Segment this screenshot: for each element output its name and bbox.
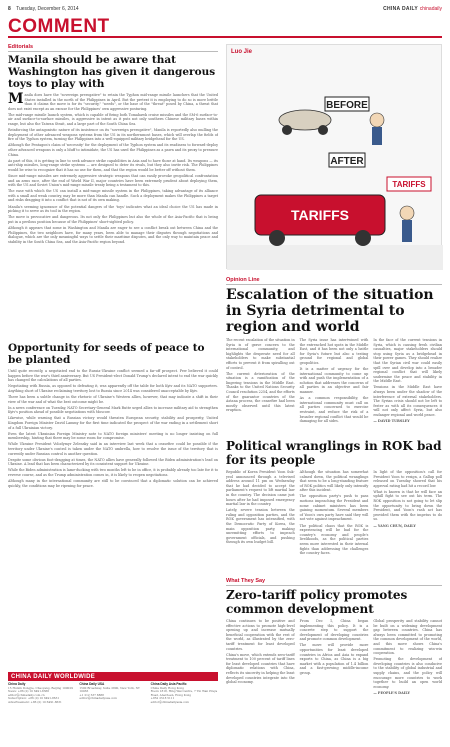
opinion-2-body: Until quite recently, a negotiated end to the Russia-Ukraine conflict seemed a far-off prospect. Few believed it could happen before the war's third anniversary. But US President-elect Donald Trump's declared intent to end the war quickly has changed the calculations of all parties. Negotiating with Russia, as opposed to defeating it, was apparently off the table for both Kyiv and its NATO supporters. Anything short of Ukraine reclaiming territory lost to Russia since 2014 was considered unacceptable by Kyiv. There has been a subtle change in the rhetoric of Ukraine's Western allies, however, that may indicate a shift in their view of the war and of what the best outcome might be. In a news conference on Tuesday, NATO Secretary-General Mark Rutte urged allies to increase military aid to strengthen Kyiv's position ahead of possible negotiations with Moscow. Likewise, while warning that a Russian victory would threaten European security, stability and prosperity, United Kingdom Foreign Minister David Lammy for the first time indicated the prospect of the war ending in a settlement short of a full Ukrainian victory. Even the latest Ukrainian Foreign Ministry note to NATO foreign ministers' meeting is no longer insisting on full membership, hinting that there may be some room for compromise. While Ukraine President Volodymyr Zelensky said in an interview last week that a ceasefire could be possible if the territory under Ukraine's control is taken under the NATO umbrella, how to resolve the issue of the territory that is currently under Russian control is another question. Despite some obvious foot-dragging at times, the NATO allies have generally followed the Biden administration's lead on Ukraine. A lead that has been characterized by its consistent support for Ukraine. While the Biden administration is lame-ducking with two months left to be in office, it is probably already too late for it to reverse course, and as the Trump administration comes in, it is likely to reopen negotiations. Although many in the international community are still to be convinced that a diplomatic solution can be achieved quickly, the conditions may be ripening for peace. <box>8 369 218 488</box>
left-column <box>8 44 218 666</box>
wheel-icon <box>269 230 285 246</box>
what-they-say-block <box>226 578 442 728</box>
cartoon-ground <box>227 245 443 270</box>
before-label: BEFORE <box>326 100 368 111</box>
wheel-icon <box>282 125 292 135</box>
opinion-line-section-label: Opinion Line <box>226 277 442 285</box>
opinion-line-block <box>226 277 442 435</box>
rok-headline: Political wranglings in ROK bad for its people <box>226 439 442 467</box>
page-header <box>8 6 442 16</box>
rok-body: Republic of Korea President Yoon Suk-yeol announced through a televised address around 11 pm on Wednesday that he had decided to accept the parliament's request to lift martial law in the country. The decision came just hours after he had imposed emergency martial law in the country. Lately, severe tension between the ruling and opposition parties, and the ROK government has intensified, with the Democratic Party of Korea, the main opposition party, making unremitting efforts to impeach government officials, and pushing through its own budget bill. Although the situation has somewhat calmed down, the political wranglings that seem to be a long-standing feature of ROK politics will likely only intensify after this incident. The opposition party's push to pass motions impeaching the President and some cabinet ministers has been gaining momentum. Several members of Yoon's own party have said they will not vote against impeachment. The political chaos that the ROK is experiencing will be bad for the country's economy and people's livelihoods, as the political parties seem more interested in their internal fights than addressing the challenges the country faces. In light of the opposition's call for President Yoon to resign, a Gallup poll released on Tuesday showed that his approval rating had hit a record low. What is known is that he will face an uphill fight to see out his term. The ROK opposition is not going to let slip the opportunity to bring down the President, and Yoon's rash act has provided them with the impetus to do so. — YANG CHUN, DAILY <box>226 470 442 556</box>
what-they-say-headline: Zero-tariff policy promotes common development <box>226 588 408 616</box>
section-title: COMMENT <box>8 16 110 37</box>
right-column <box>226 44 442 728</box>
footer-bar-label: CHINA DAILY WORLDWIDE <box>8 672 218 681</box>
dropcap-letter: M <box>8 91 24 107</box>
byline: — YANG CHUN, DAILY <box>373 523 416 528</box>
brand-name: CHINA DAILY <box>383 6 418 12</box>
wheel-icon <box>355 230 371 246</box>
china-daily-contact-footer <box>8 672 218 705</box>
after-scene <box>255 153 431 246</box>
page-number: 8 <box>8 6 11 12</box>
opinion-line-body: The recent escalation of the situation in Syria is of grave concern to the international community, and highlights the desperate need for all stakeholders to make substantial efforts to prevent it from spiralling out of control. The current deterioration of the situation is a ramification of the lingering tensions in the Middle East. Thanks to the United Nations Security Council resolution 2254, and the efforts of the guarantor countries of the Astana process, the ceasefire had been mostly observed until this latest eruption. The Syria issue has intertwined with the entrenched hot spots in the Middle East, and it has been not only a battle for Syria's future but also a testing ground for regional and global geopolitics. It is a matter of urgency for the international community to come up with and push the implementation of a solution that addresses the concerns of all parties in an objective and fair manner. As a common responsibility, the international community must call on all parties concerned to exercise restraint, and reduce the risk of a broader regional conflict that would be damaging for all sides. In the face of the current tensions in Syria, which is causing fresh civilian casualties, major stakeholders should stop using Syria as a bridgehead in their power games. They should realize that the Syrian civil war could easily spill over and develop into a broader regional conflict that will likely undermine the peace and stability in the Middle East. Tensions in the Middle East have always been under the shadow of the interference of external stakeholders. The Syrian crisis should not be left to fester as with all its consequences it will not only affect Syria, but also endanger regional and world peace. — DAVID TURSLEY <box>226 338 442 424</box>
tariffs-label-tag: TARIFFS <box>392 180 426 189</box>
opinion-line-headline: Escalation of the situation in Syria detrimental to region and world <box>226 287 434 335</box>
contact-column-1: China Daily 15 Huixin Dongjie, Chaoyang, Beijing 100029 News: +86 (0) 10 6491-8366 editor@chinadaily.com.cn Subscription: +86 (0) 10 6491-8631 Advertisement: +86 (0) 10 6491-8631 <box>8 682 73 704</box>
after-label: AFTER <box>330 156 364 167</box>
byline: — DAVID TURSLEY <box>373 419 410 424</box>
editorial-block <box>8 44 218 338</box>
opinion-2-headline: Opportunity for seeds of peace to be planted <box>8 342 205 366</box>
man-body-icon <box>372 127 382 145</box>
editorial-body: Manila does have the "sovereign prerogative" to retain the Typhon mid-range missile launchers that the United States installed in the north of the Philippines in April. But the pretext it is employing to do so is more brittle than it claims the move is for its "security," "needs", or the base of the "threat" posed by China, a threat that does not exist except as an excuse for the Philippines' own aggressive posturing. The mid-range missile launch system, which is capable of firing both Tomahawk cruise missiles and the SM-6 surface-to-air and surface-to-surface missiles, is aggressive in intent as it puts not only southern Chinese military bases within range, but also the Taiwan Strait, and a large part of the South China Sea. Reinforcing the antagonistic nature of its insistence on its "sovereign prerogative", Manila is reportedly also mulling the deployment of other advanced weapons systems from the US in its northernmost bases, which will overlap the fields of fire of the Typhon system, turning the Philippines into a well-equipped military bridgehead for the US. Although the Pentagon's claim of 'necessity' for the deployment of the Typhon system and its readiness to forward-deploy other advanced weapons is only a bluff to intimidate, the US has used the Philippines as a pawn and its proxy to pressure China. As part of this, it is getting in line to seek advance strike capabilities in Asia and to have those at hand. Its weapons — its anti-ship missiles, long-range strike systems — are designed to deter its rivals, but they also invite risk. The Philippines would be wise to recognize that it has no use for them, and that the region would be better off without them. Since mid-range missiles are extremely aggressive strategic weapons that can easily provoke geopolitical confrontation and an arms race, after the end of World War II, major countries have been extremely prudent about deploying them, with the US and Soviet Union's mid-range missile treaty being a testament to this. The ease with which the US can install a mid-range missile system in the Philippines, taking advantage of its alliance with a small and weak country, may be more than Manila can handle. Such a deployment makes the Philippines a target and risks dragging it into a conflict that is not of its own making. Manila's seeming ignorance of the potential dangers of the 'toys' indicates what an ideal choice the US has made in picking it to serve as its tool in the region. The move is provocative and dangerous. Its not only the Philippines but also the whole of the Asia-Pacific that is being put in a perilous position because of the Philippines' short-sighted policy. Although it appears that some in Washington and Manila are eager to see a conflict break out between China and the Philippines, the two neighbors have, for many years, been able to manage their disputes through negotiations and dialogue, which are the only meaningful ways to settle their maritime disputes, and the only way to maintain peace and stability in the South China Sea, and the Asia-Pacific region beyond. <box>8 91 218 244</box>
byline: — PEOPLE'S DAILY <box>373 690 410 695</box>
editorial-section-label: Editorials <box>8 44 218 52</box>
man-head-icon <box>370 113 384 127</box>
masthead <box>8 16 442 38</box>
man-head-icon <box>400 206 414 220</box>
wheel-icon <box>318 125 328 135</box>
editorial-headline: Manila should be aware that Washington has given it dangerous toys to play with <box>8 54 216 90</box>
opinion-2-block <box>8 342 218 666</box>
before-scene <box>279 97 384 145</box>
cartoon-illustration <box>227 45 443 270</box>
editorial-cartoon <box>226 44 442 269</box>
what-they-say-body: China continues to be positive and effective actions to promote high-level opening up and increase mutually beneficial cooperation with the rest of the world, as illustrated by the zero-tariff treatment for least developed countries. China's move, which extends zero-tariff treatment to 100 percent of tariff lines for least developed countries that have diplomatic relations with China, reflects its sincerity in helping the least developed countries integrate into the global economy. From Dec 1, China began implementing this policy. It is a concrete step to support the development of developing countries and promote common development. The move will provide more opportunities for least developed countries in Africa and Asia to expand exports to China, as China is a big market with a population of 1.4 billion and a fast-growing middle-income group. Global prosperity and stability cannot be built on a widening development gap between countries. China has always been committed to promoting the common development of the world, and this move shows China's commitment to realizing win-win cooperation. Promoting the development of developing countries is also conducive to the stability of global industrial and supply chains, and the policy will encourage more countries to work together to build an open world economy. — PEOPLE'S DAILY <box>226 619 442 695</box>
site-link[interactable]: chinadaily <box>419 6 442 12</box>
tariffs-label-car: TARIFFS <box>290 207 350 223</box>
contact-column-3: China Daily Asia Pacific China Daily Hong Kong Room 1818, Hing Wai Centre, 7 Tin Wan Praya Road, Aberdeen, Hong Kong +852 2518 5111 editor@chinadailyasia.com <box>150 682 218 704</box>
rok-block <box>226 439 442 574</box>
contact-column-2: China Daily USA 1500 Broadway, Suite 2800, New York, NY 10036 +1 212 537 8888 editor@chinadailyusa.com <box>79 682 140 701</box>
man-body-icon <box>402 220 412 242</box>
issue-date: Tuesday, December 6, 2014 <box>16 6 79 12</box>
what-they-say-section-label: What They Say <box>226 578 442 586</box>
cartoon-artist: Luo Jie <box>231 49 253 55</box>
